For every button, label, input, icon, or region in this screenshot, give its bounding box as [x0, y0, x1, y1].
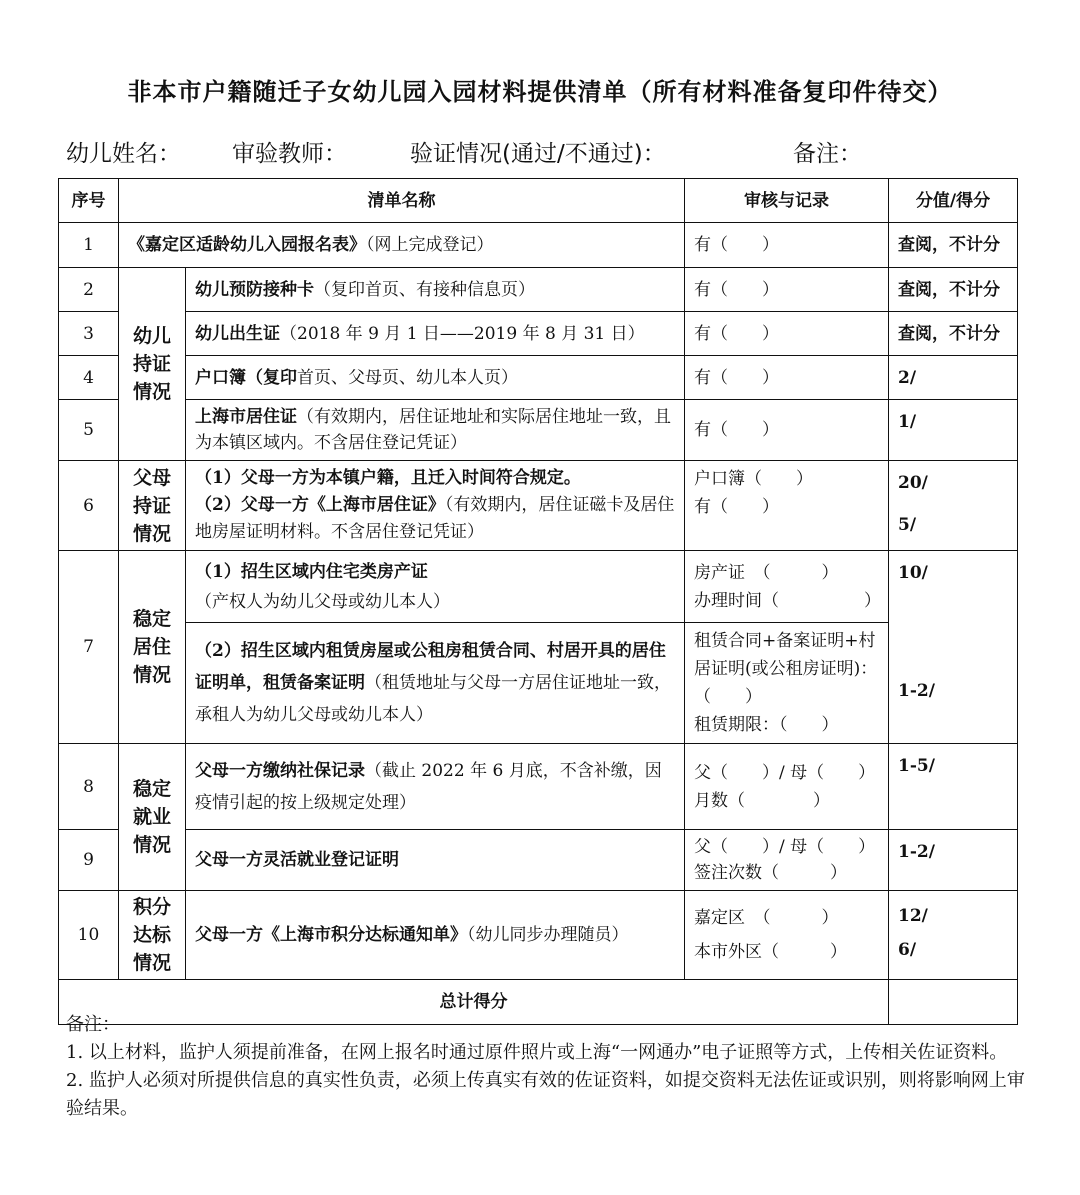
row-name-bold: 幼儿预防接种卡 — [195, 279, 314, 300]
table-row — [59, 312, 1018, 356]
teacher-label: 审验教师： — [232, 141, 347, 167]
table-row — [59, 744, 1018, 830]
page-title: 非本市户籍随迁子女幼儿园入园材料提供清单（所有材料准备复印件待交） — [127, 77, 953, 106]
row-record — [685, 551, 889, 623]
row-record: 有（ ） — [685, 268, 889, 312]
row-score: 1-2/ — [889, 830, 1018, 891]
record-line: 嘉定区 （ ） — [694, 908, 839, 928]
remark-label: 备注： — [793, 141, 862, 167]
verify-label: 验证情况(通过/不通过)： — [410, 141, 666, 167]
row-record — [685, 461, 889, 551]
total-label: 总计得分 — [59, 980, 889, 1025]
row-name-note: （网上完成登记） — [366, 235, 494, 255]
row-item-2 — [195, 492, 675, 546]
score-line: 10/ — [898, 563, 928, 583]
row-name-bold: （1）招生区域内住宅类房产证 — [195, 561, 428, 582]
record-line: 父（ ）/ 母（ ） — [694, 837, 876, 857]
row-no: 3 — [59, 312, 119, 356]
row-record: 有（ ） — [685, 312, 889, 356]
record-line: 房产证 （ ） — [694, 562, 839, 583]
record-line: 本市外区（ ） — [694, 942, 847, 962]
record-line: 父（ ）/ 母（ ） — [694, 762, 876, 783]
row-no: 1 — [59, 223, 119, 268]
row-name — [186, 400, 685, 461]
row-name-bold: 《嘉定区适龄幼儿入园报名表》 — [128, 235, 366, 255]
row-name-bold: 上海市居住证 — [195, 407, 297, 427]
score-line: 20/ — [898, 473, 928, 493]
row-score: 2/ — [889, 356, 1018, 400]
row-record — [685, 744, 889, 830]
row-name-bold: （2）父母一方《上海市居住证》 — [195, 495, 445, 515]
row-name — [186, 830, 685, 891]
row-name — [119, 223, 685, 268]
row-name-note: （截止 2022 年 6 月底，不含补缴，因疫情引起的按上级规定处理） — [195, 760, 662, 813]
row-name — [186, 744, 685, 830]
table-row — [59, 830, 1018, 891]
note-1: 1. 以上材料，监护人须提前准备，在网上报名时通过原件照片或上海“一网通办”电子证照等方式，上传相关佐证资料。 — [66, 1042, 1008, 1063]
category-points: 积分达标情况 — [119, 891, 186, 980]
record-line: 签注次数（ ） — [694, 863, 847, 883]
score-line: 6/ — [898, 940, 917, 960]
record-line: 户口簿（ ） — [694, 469, 813, 489]
row-name-note: （租赁地址与父母一方居住证地址一致，承租人为幼儿父母或幼儿本人） — [195, 673, 671, 725]
header-no: 序号 — [59, 179, 119, 223]
row-score: 查阅，不计分 — [889, 223, 1018, 268]
table-row — [59, 461, 1018, 551]
table-row — [59, 356, 1018, 400]
table-header-row — [59, 179, 1018, 223]
table-row — [59, 891, 1018, 980]
row-no: 2 — [59, 268, 119, 312]
row-name — [186, 891, 685, 980]
row-name-note: （2018 年 9 月 1 日——2019 年 8 月 31 日） — [280, 323, 645, 344]
table-row — [59, 623, 1018, 744]
row-no: 4 — [59, 356, 119, 400]
row-name-bold: （2）招生区域内租赁房屋或公租房租赁合同、村居开具的居住证明单，租赁备案证明 — [195, 641, 666, 693]
score-line: 12/ — [898, 906, 928, 926]
category-parent-docs: 父母持证情况 — [119, 461, 186, 551]
row-score: 查阅，不计分 — [889, 312, 1018, 356]
row-record — [685, 830, 889, 891]
row-record: 有（ ） — [685, 223, 889, 268]
row-name-note: （产权人为幼儿父母或幼儿本人） — [195, 591, 450, 612]
row-record: 有（ ） — [685, 356, 889, 400]
record-line: 办理时间（ ） — [694, 590, 881, 611]
row-name-note: 首页、父母页、幼儿本人页） — [297, 367, 518, 388]
row-score — [889, 461, 1018, 551]
row-name-note: （有效期内，居住证磁卡及居住地房屋证明材料。不含居住登记凭证） — [195, 495, 675, 542]
table-row — [59, 551, 1018, 623]
row-no: 8 — [59, 744, 119, 830]
row-score: 1-5/ — [889, 744, 1018, 830]
row-name-bold: 父母一方灵活就业登记证明 — [195, 850, 399, 870]
row-name-bold: 父母一方《上海市积分达标通知单》 — [195, 925, 467, 945]
row-no: 6 — [59, 461, 119, 551]
row-no: 7 — [59, 551, 119, 744]
row-item-1: （1）父母一方为本镇户籍，且迁入时间符合规定。 — [195, 468, 581, 488]
row-name — [186, 356, 685, 400]
table-row — [59, 268, 1018, 312]
record-line: 月数（ ） — [694, 790, 830, 811]
category-child-docs: 幼儿持证情况 — [119, 268, 186, 461]
row-name-note: （幼儿同步办理随员） — [467, 925, 629, 945]
row-score — [889, 891, 1018, 980]
row-no: 10 — [59, 891, 119, 980]
materials-table — [58, 178, 1018, 1025]
row-record — [685, 891, 889, 980]
row-name — [186, 312, 685, 356]
notes-heading: 备注： — [66, 1014, 120, 1035]
notes-section — [66, 1011, 1026, 1123]
score-line: 5/ — [898, 515, 917, 535]
record-line: 租赁期限：（ ） — [694, 715, 839, 735]
row-score: 1/ — [889, 400, 1018, 461]
row-record — [685, 623, 889, 744]
row-name — [186, 623, 685, 744]
row-no: 9 — [59, 830, 119, 891]
category-employment: 稳定就业情况 — [119, 744, 186, 891]
child-name-label: 幼儿姓名： — [66, 141, 181, 167]
row-score — [889, 551, 1018, 744]
note-2: 2. 监护人必须对所提供信息的真实性负责，必须上传真实有效的佐证资料，如提交资料无法佐证或识别，则将影响网上审验结果。 — [66, 1070, 1025, 1119]
row-name — [186, 461, 685, 551]
row-name — [186, 268, 685, 312]
record-line: 租赁合同+备案证明+村居证明(或公租房证明)：（ ） — [694, 631, 878, 707]
row-name-note: （有效期内，居住证地址和实际居住地址一致，且为本镇区域内。不含居住登记凭证） — [195, 407, 671, 453]
table-row — [59, 400, 1018, 461]
record-line: 有（ ） — [694, 497, 779, 517]
row-no: 5 — [59, 400, 119, 461]
row-name-bold: 户口簿（复印 — [195, 367, 297, 388]
row-name-bold: 父母一方缴纳社保记录 — [195, 760, 365, 781]
row-name — [186, 551, 685, 623]
table-row — [59, 223, 1018, 268]
header-score: 分值/得分 — [889, 179, 1018, 223]
header-name: 清单名称 — [119, 179, 685, 223]
category-residence: 稳定居住情况 — [119, 551, 186, 744]
row-score: 查阅，不计分 — [889, 268, 1018, 312]
row-name-note: （复印首页、有接种信息页） — [314, 279, 535, 300]
header-record: 审核与记录 — [685, 179, 889, 223]
score-line: 1-2/ — [898, 681, 935, 701]
row-record: 有（ ） — [685, 400, 889, 461]
row-name-bold: 幼儿出生证 — [195, 323, 280, 344]
